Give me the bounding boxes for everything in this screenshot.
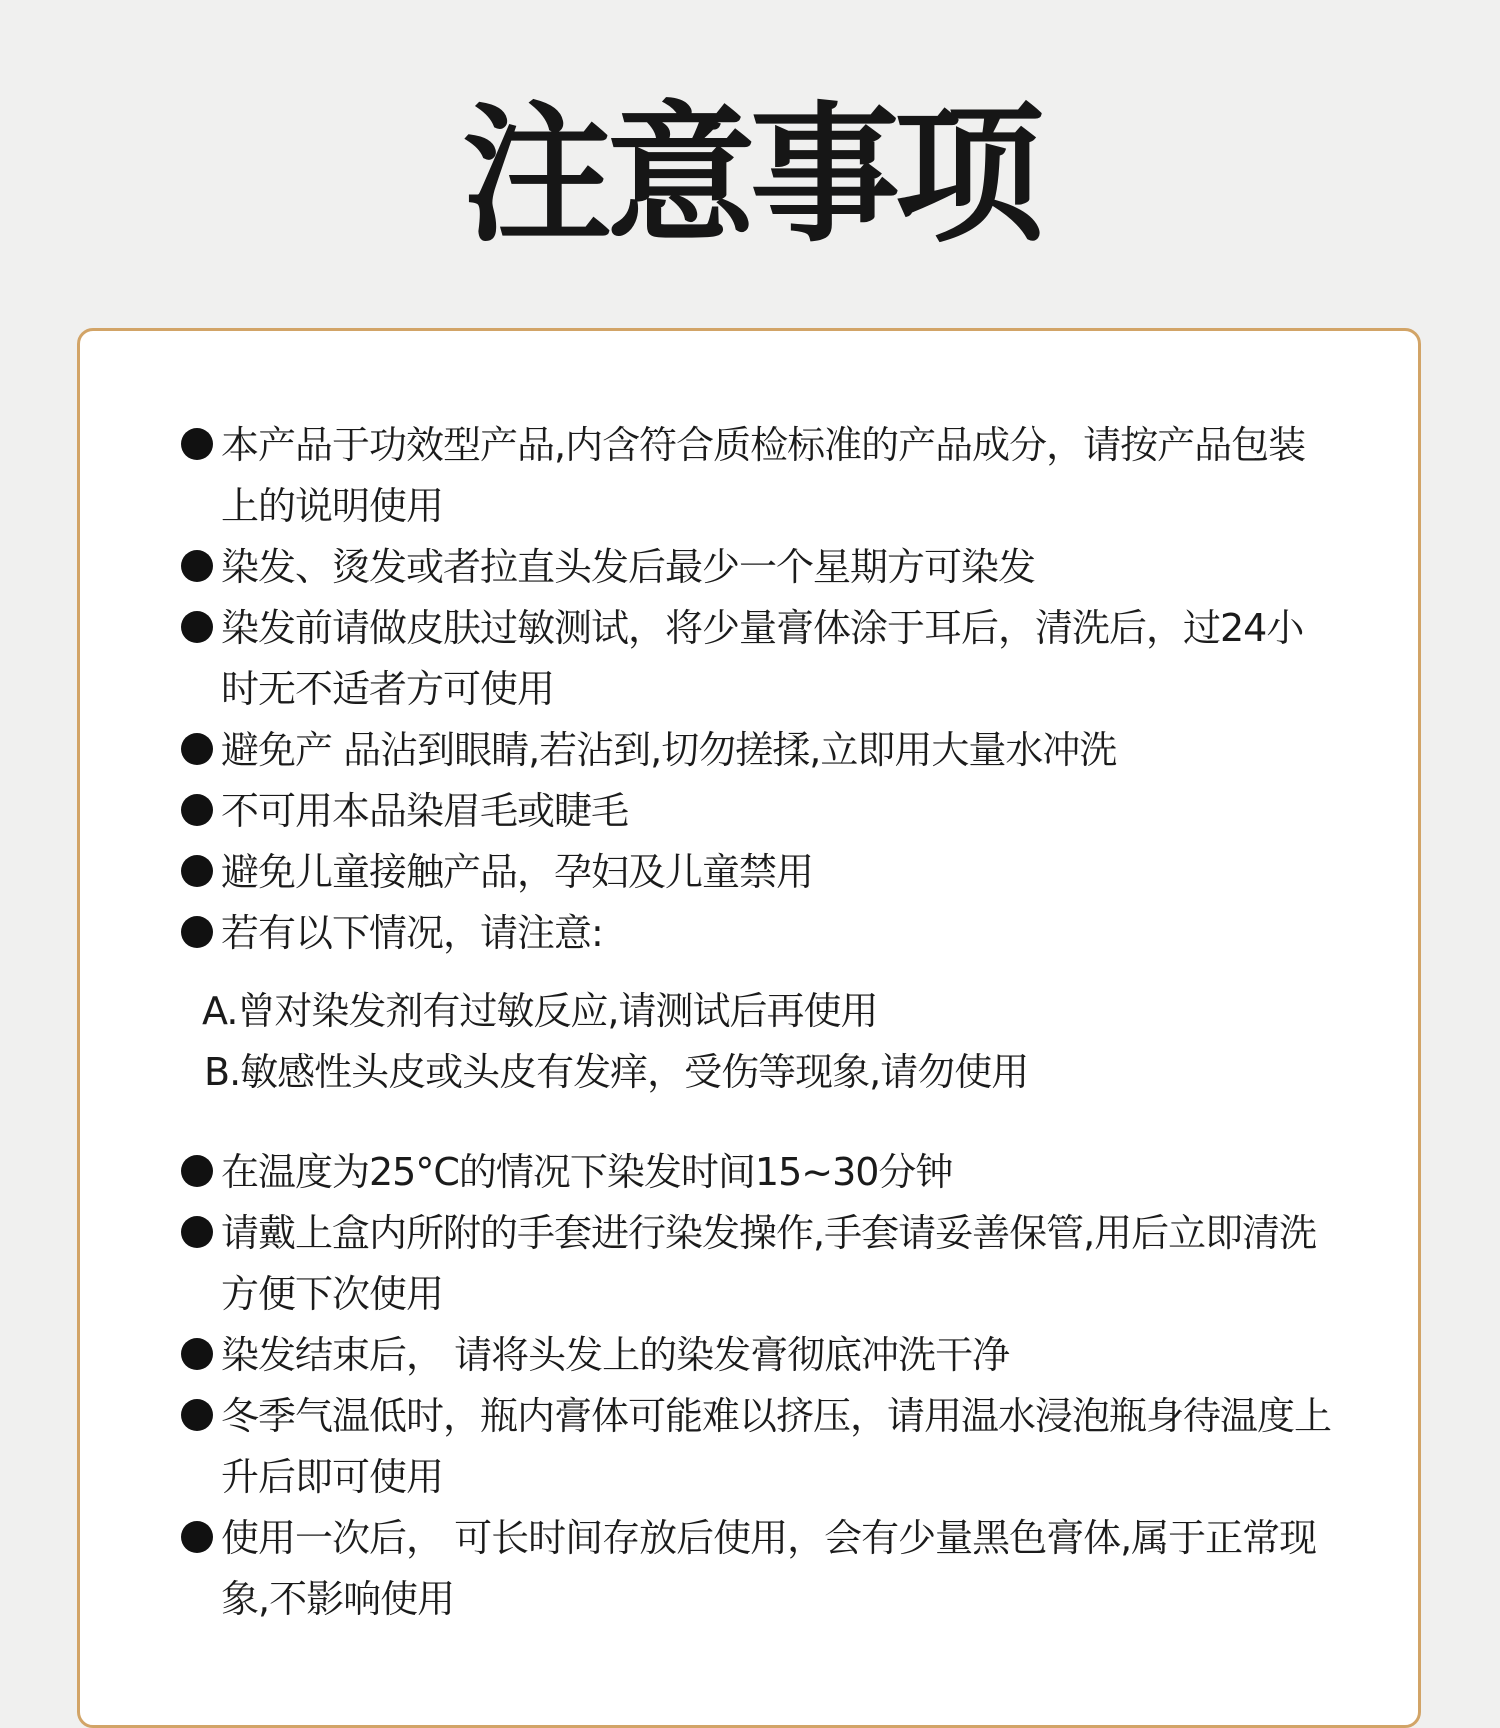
page-title: 注意事项	[461, 87, 1038, 263]
bullet-icon	[181, 611, 213, 643]
bullet-icon	[181, 916, 213, 948]
bullet-icon	[181, 855, 213, 887]
bullet-icon	[181, 1399, 213, 1431]
note-text: 在温度为25°C的情况下染发时间15~30分钟	[221, 1150, 953, 1194]
note-text: 避免儿童接触产品，孕妇及儿童禁用	[221, 850, 814, 894]
note-text: 请戴上盒内所附的手套进行染发操作,手套请妥善保管,用后立即清洗方便下次使用	[221, 1211, 1317, 1316]
notes-card	[77, 328, 1421, 1728]
note-text: 染发、烫发或者拉直头发后最少一个星期方可染发	[221, 545, 1036, 589]
note-text: 冬季气温低时，瓶内膏体可能难以挤压，请用温水浸泡瓶身待温度上升后即可使用	[221, 1394, 1332, 1499]
bullet-icon	[181, 1155, 213, 1187]
bullet-icon	[181, 550, 213, 582]
bullet-icon	[181, 733, 213, 765]
note-text: 若有以下情况，请注意:	[221, 911, 603, 955]
sub-note-b: B.敏感性头皮或头皮有发痒，受伤等现象,请勿使用	[204, 1050, 1029, 1094]
note-text: 使用一次后， 可长时间存放后使用，会有少量黑色膏体,属于正常现象,不影响使用	[221, 1516, 1317, 1621]
note-text: 不可用本品染眉毛或睫毛	[221, 789, 629, 833]
bullet-icon	[181, 428, 213, 460]
bullet-icon	[181, 1216, 213, 1248]
bullet-icon	[181, 1521, 213, 1553]
bullet-icon	[181, 1338, 213, 1370]
note-text: 避免产 品沾到眼睛,若沾到,切勿搓揉,立即用大量水冲洗	[221, 728, 1117, 772]
bullet-icon	[181, 794, 213, 826]
sub-note-a: A.曾对染发剂有过敏反应,请测试后再使用	[202, 989, 878, 1033]
note-text: 染发结束后， 请将头发上的染发膏彻底冲洗干净	[221, 1333, 1010, 1377]
note-text: 染发前请做皮肤过敏测试，将少量膏体涂于耳后，清洗后，过24小时无不适者方可使用	[221, 606, 1304, 711]
note-text: 本产品于功效型产品,内含符合质检标准的产品成分，请按产品包装上的说明使用	[221, 423, 1306, 528]
